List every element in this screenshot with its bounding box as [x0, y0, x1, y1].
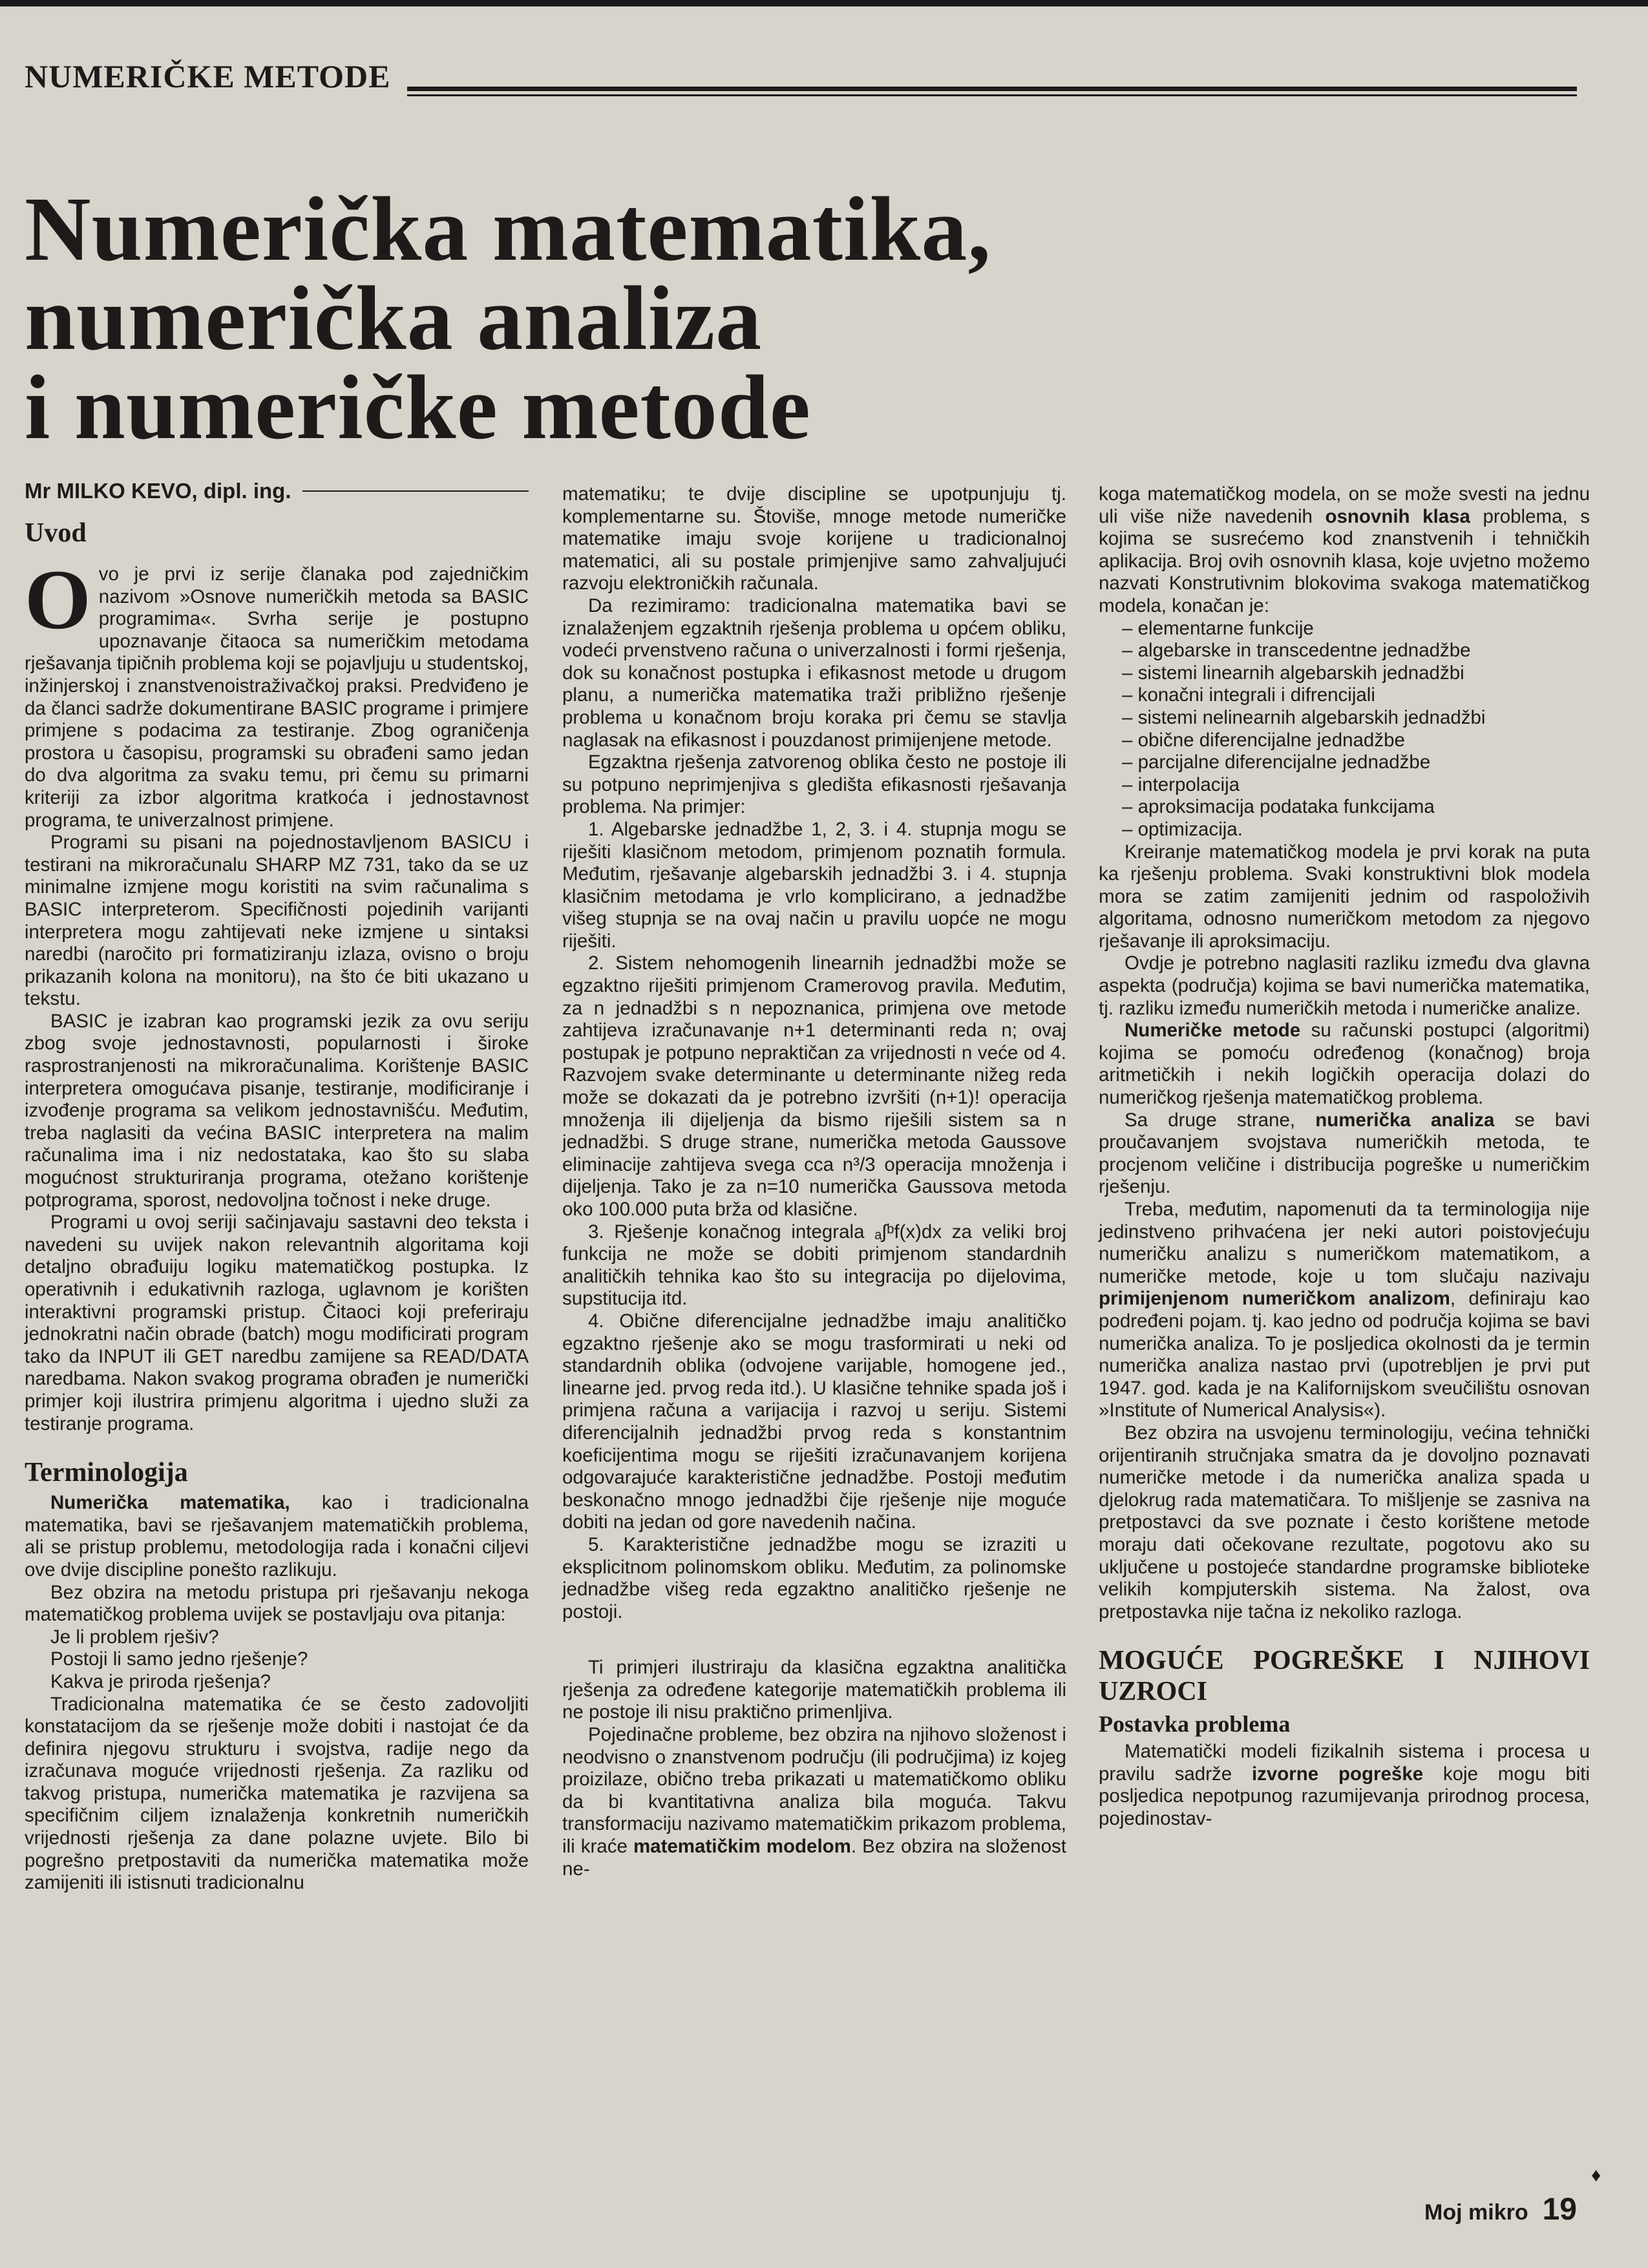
bold-term: osnovnih klasa — [1325, 505, 1470, 527]
paragraph-text: vo je prvi iz serije članaka pod zajedničkim nazivom »Osnove numeričkih metoda sa BASIC programima«. Svrha serije je postupno upoznavanje čitaoca sa numeričkim metodama rješavanja tipičnih problema koji se pojavljuju u studentskoj, inžinjerskoj i znanstvenoistraživačkoj praksi. Predviđeno je da članci sadrže dokumentirane BASIC programe i primjere primjene s podacima za testiranje. Zbog ograničenja prostora u časopisu, programski su obrađeni samo jedan do dva algoritma za svaku temu, pri čemu su primarni kriteriji za izbor algoritma kratkoća i jednostavnost programa, te univerzalnost primjene. — [25, 563, 529, 831]
heading-postavka-problema: Postavka problema — [1099, 1711, 1291, 1738]
paragraph: Programi u ovoj seriji sačinjavaju sastavni deo teksta i navedeni su uvijek nakon relevantnih algoritama koji detaljno obrađuiju logiku matematičkog postupka. Iz operativnih i edukativnih razloga, uglavnom je korišten interaktivni programski pristup. Čitaoci koji preferiraju jednokratni način obrade (batch) mogu modificirati program tako da INPUT ili GET naredbu zamijene sa READ/DATA naredbama. Nakon svakog programa obrađen je numerički primjer koji ilustrira primjenu algoritma i ujedno služi za testiranje programa. — [25, 1212, 529, 1434]
title-line-2: numerička analiza — [25, 267, 763, 369]
paragraph-text: Pojedinačne probleme, bez obzira na njihovo složenost i neodvisno o znanstvenom području (ili područjima) iz kojeg proizilaze, obično treba prikazati u matematičkomo obliku da bi kvantitativna analiza bila moguća. Takvu transformaciju nazivamo matematičkim prikazom problema, ili kraće — [562, 1724, 1066, 1858]
bold-term: izvorne pogreške — [1251, 1763, 1424, 1785]
list-item: – aproksimacija podataka funkcijama — [1122, 796, 1435, 818]
list-item: – algebarske in transcedentne jednadžbe — [1122, 640, 1471, 662]
continue-arrow-icon: ♦ — [1591, 2165, 1601, 2186]
numbered-item: 2. Sistem nehomogenih linearnih jednadžbi može se egzaktno riješiti primjenom Cramerovog pravila. Međutim, za n jednadžbi s n nepoznanica, primjena ove metode zahtijeva izračunavanje n+1 determinanti reda n; ovaj postupak je potpuno nepraktičan za vrijednosti n veće od 4. Razvojem svake determinante u determinante nižeg reda može se dokazati da je potrebno izvršiti (n+1)! operacija množenja ili dijeljenja da bismo riješili sistem sa n jednadžbi. S druge strane, numerička metoda Gaussove eliminacije zahtijeva svega cca n³/3 operacija množenja i dijeljenja. Tako je za n=10 numerička Gaussova metoda oko 100.000 puta brža od klasične. — [562, 952, 1066, 1220]
paragraph: Bez obzira na usvojenu terminologiju, većina tehnički orijentiranih stručnjaka smatra da je dovoljno poznavati numeričke metode i da numerička analiza spada u djelokrug rada matematičara. To mišljenje se zasniva na pretpostavci da sve poznate i često korištene metode moraju dati očekovane rezultate, pogotovu ako su uključene u postojeće standardne programske biblioteke velikih kompjuterskih sistema. Na žalost, ova pretpostavka nije tačna iz nekoliko razloga. — [1099, 1422, 1590, 1622]
magazine-name: Moj mikro — [1424, 2200, 1528, 2225]
paragraph: Programi su pisani na pojednostavljenom BASICU i testirani na mikroračunalu SHARP MZ 731, tako da se uz minimalne izmjene mogu koristiti na svim računalima s BASIC interpreterom. Specifičnosti pojedinih varijanti interpretera mogu zahtijevati neke izmjene u sintaksi naredbi (naročito pri formatiziranju izlaza, ovisno o broju prikazanih kolona na monitoru), na što će biti ukazano u tekstu. — [25, 832, 529, 1010]
paragraph — [25, 552, 529, 832]
bold-term: numerička analiza — [1315, 1109, 1495, 1131]
author-line — [25, 478, 529, 504]
paragraph-text: kao i tradicionalna matematika, bavi se rješavanjem matematičkih problema, ali se pristup problemu, metodologija rada i konačni ciljevi ove dvije discipline ponešto razlikuju. — [25, 1492, 529, 1580]
header-rule — [407, 87, 1577, 91]
heading-uvod: Uvod — [25, 518, 87, 548]
paragraph — [562, 1724, 1066, 1880]
bold-term: Numerička matematika, — [50, 1492, 290, 1514]
header-rule-thin — [407, 94, 1577, 96]
paragraph-text: Treba, međutim, napomenuti da ta terminologija nije jedinstveno prihvaćena jer neki autori poistovjećuju numeričku analizu s numeričkom matematikom, a numeričke metode, koje u tom slučaju nazivaju — [1099, 1199, 1590, 1287]
paragraph — [1099, 1199, 1590, 1422]
paragraph-text: Sa druge strane, — [1125, 1109, 1316, 1131]
heading-moguce-pogreske: MOGUĆE POGREŠKE I NJIHOVI UZROCI — [1099, 1646, 1590, 1707]
list-item: – elementarne funkcije — [1122, 617, 1314, 639]
paragraph-text: koga matematičkog modela, on se može svesti na jednu uli više niže navedenih — [1099, 483, 1590, 527]
title-line-3: i numeričke metode — [25, 356, 811, 458]
list-item: – sistemi nelinearnih algebarskih jednadžbi — [1122, 706, 1486, 728]
paragraph: Ovdje je potrebno naglasiti razliku između dva glavna aspekta (područja) kojima se bavi numerička matematika, tj. razliku između numeričkih metoda i numeričke analize. — [1099, 952, 1590, 1019]
list-item: – optimizacija. — [1122, 818, 1243, 840]
paragraph — [25, 1492, 529, 1581]
paragraph: Tradicionalna matematika će se često zadovoljiti konstatacijom da se rješenje može dobiti i nastojat će da definira njegovu strukturu i svojstva, radije nego da izračunava moguće vrijednosti rješenja. Za razliku od takvog pristupa, numerička matematika je razvijena sa specifičnim ciljem iznalaženja konkretnih numeričkih vrijednosti rješenja za dane polazne uvjete. Bilo bi pogrešno pretpostaviti da numerička matematika može zamijeniti ili istisnuti tradicionalnu — [25, 1693, 529, 1894]
page-footer — [1424, 2192, 1577, 2227]
paragraph: BASIC je izabran kao programski jezik za ovu seriju zbog svoje jednostavnosti, popularnosti i široke rasprostranjenosti na mikroračunalima. Korištenje BASIC interpretera omogućava pisanje, testiranje, modificiranje i izvođenje programa sa velikom jednostavnišću. Međutim, treba naglasiti da većina BASIC interpretera na malim računalima ima i niz nedostataka, kao što su slaba mogućnost strukturiranja programa, otežano korištenje potprograma, sporost, nedovoljna točnost i neke druge. — [25, 1010, 529, 1211]
list-item: – parcijalne diferencijalne jednadžbe — [1122, 751, 1431, 773]
paragraph-text: Matematički modeli fizikalnih sistema i procesa u pravilu sadrže — [1099, 1741, 1590, 1785]
author: Mr MILKO KEVO, dipl. ing. — [25, 479, 291, 503]
paragraph: Bez obzira na metodu pristupa pri rješavanju nekoga matematičkog problema uvijek se postavljaju ova pitanja: — [25, 1581, 529, 1626]
paragraph: Ti primjeri ilustriraju da klasična egzaktna analitička rješenja za određene kategorije matematičkih problema ili ne postoje ili nisu praktično primenljiva. — [562, 1657, 1066, 1723]
list-item: – sistemi linearnih algebarskih jednadžbi — [1122, 662, 1464, 684]
page-number: 19 — [1542, 2192, 1577, 2227]
paragraph-text: su računski postupci (algoritmi) kojima se pomoću određenog (konačnog) broja aritmetičkih i nekih logičkih operacija dolazi do numeričkog rješenja matematičkog problema. — [1099, 1020, 1590, 1109]
numbered-item: 4. Obične diferencijalne jednadžbe imaju analitičko egzaktno rješenje ako se mogu trasformirati u neki od standardnih oblika (odvojene varijable, homogene jed., linearne jed. prvog reda itd.). U klasične tehnike spada još i primjena računa a varijacija i razvoj u seriju. Sistemi diferencijalnih jednadžbi prvog reda s konstantnim koeficijentima mogu se riješiti izračunavanjem korijena odgovarajuće karakteristične jednadžbe. Postoji međutim beskonačno mnogo jednadžbi čije rješenje nije moguće dobiti na jedan od gore navedenih načina. — [562, 1310, 1066, 1533]
numbered-item: 3. Rješenje konačnog integrala ₐ∫ᵇf(x)dx za veliki broj funkcija ne može se dobiti primjenom standardnih analitičkih tehnika kao što su integracija po dijelovima, supstitucija itd. — [562, 1221, 1066, 1310]
column-2 — [562, 483, 1066, 1880]
paragraph-text: . Bez obzira na složenost ne- — [562, 1836, 1066, 1880]
paragraph: Egzaktna rješenja zatvorenog oblika često ne postoje ili su potpuno neprimjenjiva s gledišta efikasnosti rješavanja problema. Na primjer: — [562, 751, 1066, 818]
paragraph-text: koje mogu biti posljedica nepotpunog razumijevanja prirodnog procesa, pojedinostav- — [1099, 1763, 1590, 1830]
list-item: – obične diferencijalne jednadžbe — [1122, 729, 1405, 751]
class-list — [1099, 618, 1590, 841]
question: Je li problem rješiv? — [50, 1626, 219, 1648]
numbered-item: 1. Algebarske jednadžbe 1, 2, 3. i 4. stupnja mogu se riješiti klasičnom metodom, primjenom poznatih formula. Međutim, rješavanje algebarskih jednadžbi 3. i 4. stupnja klasičnim metodama je vrlo komplicirano, a jednadžbe višeg stupnja se na ovaj način u pravilu uopće ne mogu riješiti. — [562, 818, 1066, 952]
question: Kakva je priroda rješenja? — [50, 1670, 271, 1692]
bold-term: primijenjenom numeričkom analizom — [1099, 1288, 1450, 1310]
paragraph: Da rezimiramo: tradicionalna matematika bavi se iznalaženjem egzaktnih rješenja problema u općem obliku, vodeći prvenstveno računa o univerzalnosti i formi rješenja, dok su konačnost postupka i efikasnost metode u drugom planu, a numerička matematika traži približno rješenje problema u konačnom broju koraka pri čemu se stavlja naglasak na efikasnost i pouzdanost primijenjene metode. — [562, 594, 1066, 751]
paragraph: matematiku; te dvije discipline se upotpunjuju tj. komplementarne su. Štoviše, mnoge metode numeričke matematike imaju svoje korijene u tradicionalnoj matematici, ali su postale primjenjive samo zahvaljujući razvoju elektroničkih računala. — [562, 483, 1066, 594]
top-border — [0, 0, 1648, 6]
numbered-item: 5. Karakteristične jednadžbe mogu se izraziti u eksplicitnom polinomskom obliku. Međutim, za polinomske jednadžbe višeg reda egzaktno analitičko rješenje ne postoji. — [562, 1533, 1066, 1622]
title-line-1: Numerička matematika, — [25, 178, 991, 280]
question: Postoji li samo jedno rješenje? — [50, 1648, 308, 1670]
heading-terminologija: Terminologija — [25, 1458, 188, 1488]
section-label: NUMERIČKE METODE — [25, 58, 391, 94]
paragraph — [1099, 1741, 1590, 1830]
column-3 — [1099, 483, 1590, 1831]
article-title — [25, 178, 1608, 458]
bold-term: Numeričke metode — [1125, 1020, 1301, 1042]
paragraph — [1099, 1109, 1590, 1199]
column-1 — [25, 478, 529, 1895]
drop-cap: O — [25, 552, 91, 647]
paragraph — [1099, 483, 1590, 618]
list-item: – interpolacija — [1122, 773, 1240, 795]
paragraph — [1099, 1020, 1590, 1109]
paragraph-text: se bavi proučavanjem svojstava numeričkih metoda, te procjenom veličine i distribucija pogreške u numeričkim rješenju. — [1099, 1109, 1590, 1198]
paragraph: Kreiranje matematičkog modela je prvi korak na puta ka rješenju problema. Svaki konstruktivni blok modela mora se zatim zamijeniti jednim od raspoloživih algoritama, odnosno numeričkom metodom za njegovo rješavanje ili aproksimaciju. — [1099, 841, 1590, 952]
list-item: – konačni integrali i difrencijali — [1122, 684, 1375, 706]
author-rule — [302, 490, 529, 492]
bold-term: matematičkim modelom — [633, 1836, 851, 1858]
paragraph-text: , definiraju kao podređeni pojam. tj. kao jedno od područja kojima se bavi numerička analiza. To je posljedica okolnosti da je termin numerička analiza nastao prvi (upotrebljen je prvi put 1947. god. kada je na Kalifornijskom sveučilištu osnovan »Institute of Numerical Analysis«). — [1099, 1288, 1590, 1422]
paragraph-text: problema, s kojima se susrećemo kod znanstvenih i tehničkih aplikacija. Broj ovih osnovnih klasa, koje uvjetno možemo nazvati Konstrutivnim blokovima svakoga matematičkog modela, konačan je: — [1099, 505, 1590, 616]
